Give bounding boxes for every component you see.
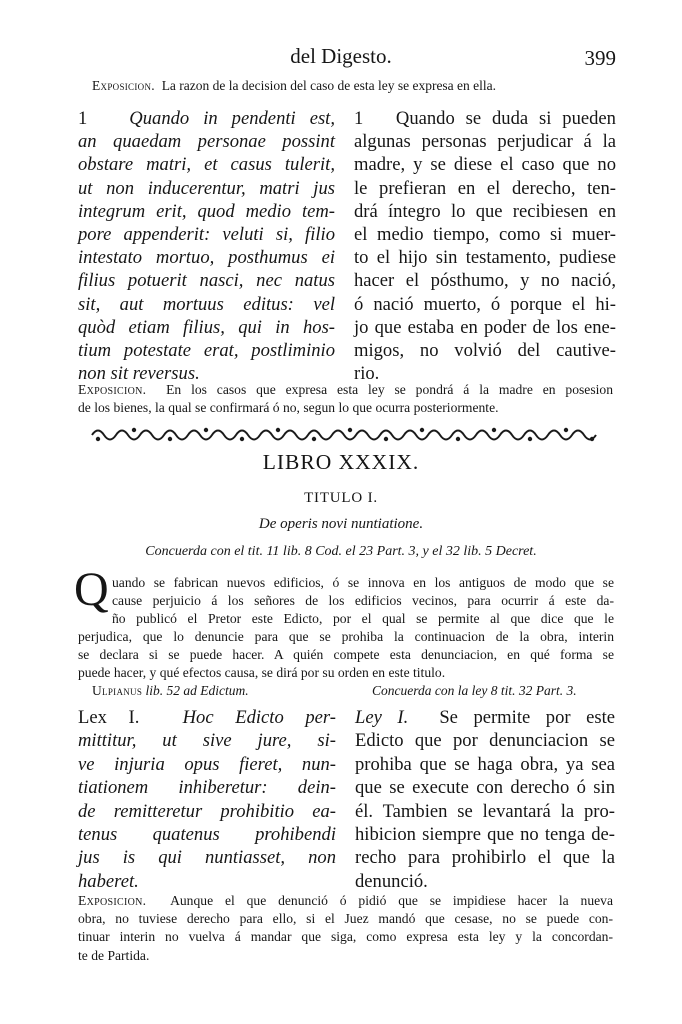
latin-line: tium potestate erat, postliminio <box>78 340 335 362</box>
spanish-line: el medio tiempo, como si muer- <box>354 224 616 246</box>
latin-line: jus is qui nuntiasset, non <box>78 847 336 869</box>
latin-line: an quaedam personae possint <box>78 131 335 153</box>
intro-line: perjudica, que lo denuncie para que se prohiba la continuacion de la obra, interin <box>78 629 614 645</box>
book-heading: LIBRO XXXIX. <box>262 450 420 474</box>
latin-line: haberet. <box>78 870 139 892</box>
spanish-line: denunció. <box>355 870 428 892</box>
spanish-line: rio. <box>354 363 380 385</box>
spanish-line: to el hijo sin testamento, pudiese <box>354 247 616 269</box>
latin-line: sit, aut mortuus editus: vel <box>78 293 335 315</box>
lex-heading: Lex I. <box>78 707 140 728</box>
spanish-line: hacer el pósthumo, y no nació, <box>354 270 616 292</box>
exposicion-line: de los bienes, la qual se confirmará ó no, segun lo que ocurra posteriormente. <box>78 400 499 415</box>
spanish-line: algunas personas perjudicar á la <box>354 131 616 153</box>
spanish-line: madre, y se diese el caso que no <box>354 154 616 176</box>
concordance-note: Concuerda con el tit. 11 lib. 8 Cod. el 23 Part. 3, y el 32 lib. 5 Decret. <box>145 544 537 559</box>
latin-line: mittitur, ut sive jure, si- <box>78 730 336 752</box>
exposicion-line: Exposicion. Aunque el que denunció ó pidió que se impidiese hacer la nueva <box>78 893 613 908</box>
intro-line: uando se fabrican nuevos edificios, ó se innova en los antiguos de modo que se <box>112 575 614 590</box>
spanish-line: Edicto que por denunciacion se <box>355 730 615 752</box>
source-reference: lib. 52 ad Edictum. <box>145 683 249 698</box>
spanish-line: él. Tambien se levantará la pro- <box>355 800 615 822</box>
latin-column-lex-1 <box>78 706 336 893</box>
latin-line: tenus quatenus prohibendi <box>78 824 336 846</box>
spanish-line: drá íntegro lo que recibiesen en <box>354 200 616 222</box>
spanish-line: 1 Quando se duda si pueden <box>354 108 616 129</box>
intro-line: cause perjuicio á los señores de los edificios vecinos, para ocurrir á este da- <box>112 593 614 609</box>
spanish-column-section-1 <box>354 107 616 385</box>
exposicion-line: te de Partida. <box>78 947 150 963</box>
source-attribution <box>92 683 249 699</box>
latin-line: non sit reversus. <box>78 363 200 385</box>
intro-line: puede hacer, y qué efectos causa, se dirá por su orden en este titulo. <box>78 665 446 681</box>
intro-paragraph <box>78 574 614 683</box>
ley-heading: Ley I. <box>355 707 409 728</box>
section-number: 1 <box>354 108 364 129</box>
latin-line: Lex I. Hoc Edicto per- <box>78 707 336 728</box>
exposicion-note-2 <box>78 381 613 417</box>
spanish-line: que se execute con derecho ó sin <box>355 777 615 799</box>
latin-column-section-1 <box>78 107 335 385</box>
latin-line: pore appenderit: veluti si, filio <box>78 224 335 246</box>
spanish-line: migos, no volvió del cautive- <box>354 340 616 362</box>
latin-line: integrum erit, quod medio tem- <box>78 200 335 222</box>
exposicion-label: Exposicion. <box>92 78 155 93</box>
latin-line: intestato mortuo, posthumus ei <box>78 247 335 269</box>
title-name: De operis novi nuntiatione. <box>258 516 424 532</box>
ornament-divider <box>90 424 600 446</box>
latin-line: de remitteretur prohibitio ea- <box>78 800 336 822</box>
title-heading: TITULO I. <box>304 490 378 506</box>
exposicion-line: Exposicion. En los casos que expresa esta ley se pondrá á la madre en posesion <box>78 382 613 397</box>
intro-line: ño publicó el Pretor este Edicto, por el qual se permite al que dice que le <box>112 611 614 627</box>
exposicion-note-3 <box>78 892 613 965</box>
latin-line: ut non inducerentur, matri jus <box>78 177 335 199</box>
exposicion-line: tinuar interin no vuelva á mandar que siga, como expresa esta ley y la concordan- <box>78 929 613 945</box>
latin-line: tiationem inhiberetur: dein- <box>78 777 336 799</box>
exposicion-label: Exposicion. <box>78 382 147 397</box>
page-number: 399 <box>584 46 616 70</box>
spanish-line: le prefieran en el derecho, ten- <box>354 177 616 199</box>
spanish-line: recho para prohibirlo el que la <box>355 847 615 869</box>
exposicion-label: Exposicion. <box>78 893 147 908</box>
latin-line: 1 Quando in pendenti est, <box>78 108 335 129</box>
spanish-line: Ley I. Se permite por este <box>355 707 615 728</box>
latin-line: quòd etiam filius, qui in hos- <box>78 316 335 338</box>
concordance-note-2: Concuerda con la ley 8 tit. 32 Part. 3. <box>372 683 577 698</box>
exposicion-line: obra, no tuviese derecho para ello, si el Juez mandó que cesase, no se puede con- <box>78 911 613 927</box>
spanish-line: hibicion siempre que no tenga de- <box>355 824 615 846</box>
spanish-line: prohiba que se haga obra, ya sea <box>355 753 615 775</box>
spanish-line: jo que estaba en poder de los ene- <box>354 316 616 338</box>
running-title: del Digesto. <box>290 44 392 68</box>
latin-line: ve injuria opus fieret, nun- <box>78 753 336 775</box>
spanish-column-lex-1 <box>355 706 615 893</box>
latin-line: filius potuerit nasci, nec natus <box>78 270 335 292</box>
intro-line: se declara si se puede hacer. A quién compete esta denunciacion, en qué forma se <box>78 647 614 663</box>
spanish-line: ó nació muerto, ó porque el hi- <box>354 293 616 315</box>
section-number: 1 <box>78 108 88 129</box>
jurist-name: Ulpianus <box>92 683 143 698</box>
exposicion-text: La razon de la decision del caso de esta ley se expresa en ella. <box>161 78 497 93</box>
latin-line: obstare matri, et casus tulerit, <box>78 154 335 176</box>
drop-cap: Q <box>74 563 109 616</box>
exposicion-note-1 <box>92 78 496 94</box>
